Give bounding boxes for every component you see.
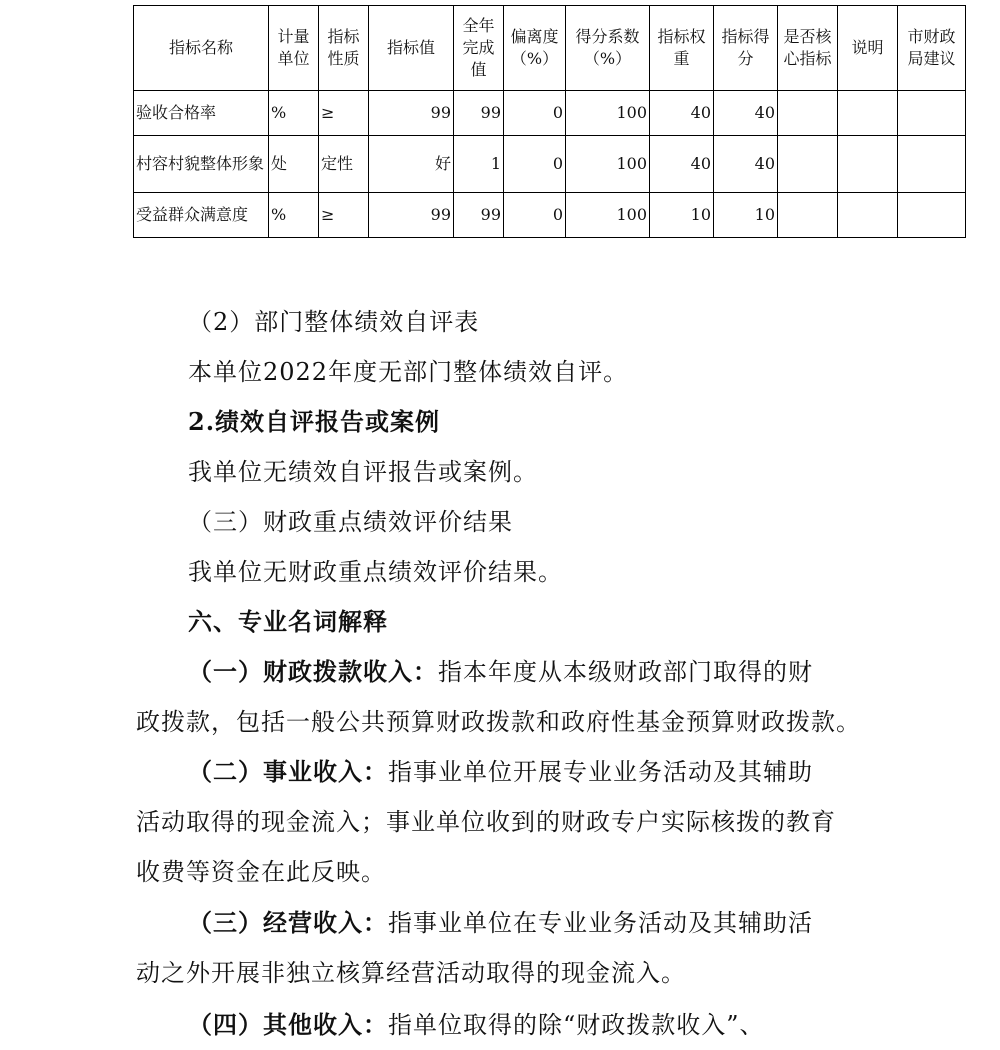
section-heading-glossary: 六、专业名词解释 (188, 607, 388, 636)
paragraph-key-eval-none: 我单位无财政重点绩效评价结果。 (188, 558, 563, 586)
cell-deviation: 0 (504, 193, 566, 238)
cell-target-value: 99 (369, 193, 454, 238)
term-definition: 指本年度从本级财政部门取得的财 (438, 658, 813, 686)
cell-weight: 10 (650, 193, 714, 238)
term-label: （二）事业收入： (188, 757, 388, 786)
header-deviation: 偏离度（%） (504, 6, 566, 91)
glossary-line: 活动取得的现金流入；事业单位收到的财政专户实际核拨的教育 (136, 808, 836, 836)
header-target-value: 指标值 (369, 6, 454, 91)
cell-score-coefficient: 100 (566, 136, 650, 193)
cell-finance-suggestion (898, 91, 966, 136)
cell-score-coefficient: 100 (566, 91, 650, 136)
table-header-row (134, 6, 966, 91)
cell-unit: % (269, 193, 319, 238)
cell-core-indicator (778, 193, 838, 238)
cell-nature: ≥ (319, 193, 369, 238)
header-weight: 指标权重 (650, 6, 714, 91)
header-actual-value: 全年完成值 (454, 6, 504, 91)
cell-note (838, 136, 898, 193)
cell-core-indicator (778, 136, 838, 193)
performance-indicator-table (133, 5, 966, 238)
cell-nature: 定性 (319, 136, 369, 193)
table-row (134, 91, 966, 136)
cell-nature: ≥ (319, 91, 369, 136)
cell-finance-suggestion (898, 193, 966, 238)
cell-actual-value: 99 (454, 91, 504, 136)
glossary-line: 收费等资金在此反映。 (136, 858, 386, 886)
term-label: （一）财政拨款收入： (188, 657, 438, 686)
cell-weight: 40 (650, 91, 714, 136)
section-heading-self-eval-report: 2.绩效自评报告或案例 (188, 407, 441, 436)
cell-score-coefficient: 100 (566, 193, 650, 238)
term-label: （四）其他收入： (188, 1010, 388, 1039)
glossary-term-fiscal-appropriation (136, 647, 968, 697)
paragraph-key-eval-heading: （三）财政重点绩效评价结果 (188, 508, 513, 536)
header-score: 指标得分 (714, 6, 778, 91)
header-finance-suggestion: 市财政局建议 (898, 6, 966, 91)
glossary-line: 政拨款，包括一般公共预算财政拨款和政府性基金预算财政拨款。 (136, 708, 861, 736)
paragraph-self-eval-report-none: 我单位无绩效自评报告或案例。 (188, 458, 538, 486)
term-label: （三）经营收入： (188, 908, 388, 937)
cell-score: 40 (714, 91, 778, 136)
cell-score: 10 (714, 193, 778, 238)
cell-finance-suggestion (898, 136, 966, 193)
term-definition: 指事业单位在专业业务活动及其辅助活 (388, 909, 813, 937)
paragraph-dept-self-eval-none: 本单位2022年度无部门整体绩效自评。 (188, 358, 629, 386)
cell-note (838, 91, 898, 136)
term-definition: 指单位取得的除“财政拨款收入”、 (388, 1011, 765, 1039)
glossary-line: 动之外开展非独立核算经营活动取得的现金流入。 (136, 959, 686, 987)
cell-unit: 处 (269, 136, 319, 193)
table-row (134, 136, 966, 193)
cell-actual-value: 1 (454, 136, 504, 193)
cell-note (838, 193, 898, 238)
header-indicator-name: 指标名称 (134, 6, 269, 91)
cell-indicator-name: 村容村貌整体形象 (134, 136, 269, 193)
term-definition: 指事业单位开展专业业务活动及其辅助 (388, 758, 813, 786)
glossary-term-operating-income (136, 898, 968, 948)
header-core-indicator: 是否核心指标 (778, 6, 838, 91)
cell-score: 40 (714, 136, 778, 193)
cell-target-value: 好 (369, 136, 454, 193)
cell-unit: % (269, 91, 319, 136)
header-nature: 指标性质 (319, 6, 369, 91)
cell-core-indicator (778, 91, 838, 136)
cell-target-value: 99 (369, 91, 454, 136)
header-score-coefficient: 得分系数（%） (566, 6, 650, 91)
glossary-term-business-income (136, 747, 968, 797)
cell-indicator-name: 受益群众满意度 (134, 193, 269, 238)
cell-deviation: 0 (504, 136, 566, 193)
cell-actual-value: 99 (454, 193, 504, 238)
glossary-term-other-income (136, 1000, 968, 1050)
cell-weight: 40 (650, 136, 714, 193)
table-row (134, 193, 966, 238)
header-unit: 计量单位 (269, 6, 319, 91)
paragraph-dept-self-eval-heading: （2）部门整体绩效自评表 (188, 308, 480, 336)
header-note: 说明 (838, 6, 898, 91)
cell-deviation: 0 (504, 91, 566, 136)
cell-indicator-name: 验收合格率 (134, 91, 269, 136)
